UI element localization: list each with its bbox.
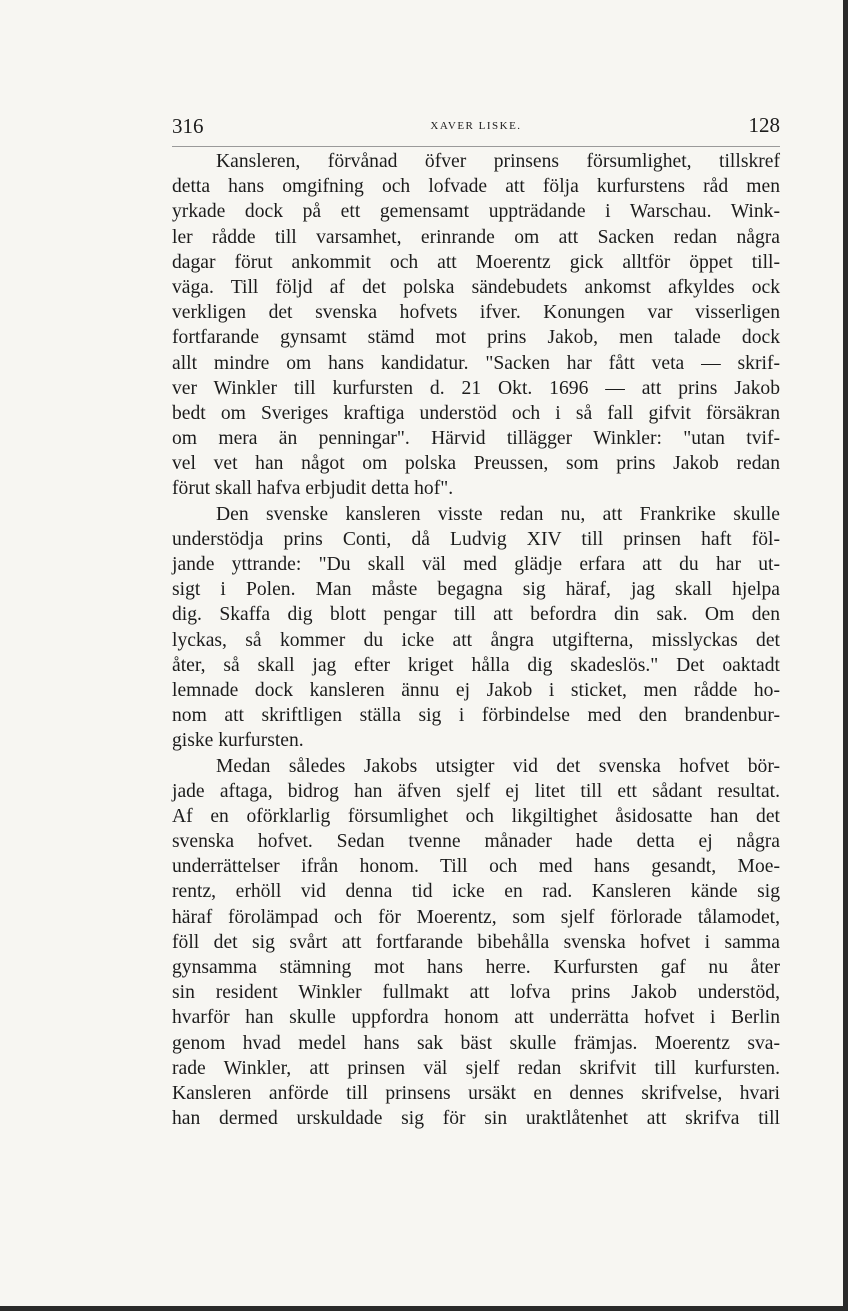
text-line: dig. Skaffa dig blott pengar till att befordra din sak. Om den xyxy=(172,604,780,626)
scan-edge-bottom xyxy=(0,1306,848,1311)
text-line: åter, så skall jag efter kriget hålla dig skadeslös." Det oaktadt xyxy=(172,654,780,676)
sheet-number: 128 xyxy=(748,113,780,137)
text-line: dagar förut ankommit och att Moerentz gick alltför öppet till- xyxy=(172,251,780,273)
text-line: Kansleren, förvånad öfver prinsens försumlighet, tillskref xyxy=(216,151,780,172)
text-line: allt mindre om hans kandidatur. "Sacken har fått veta — skrif- xyxy=(172,352,780,374)
text-line: häraf förolämpad och för Moerentz, som sjelf förlorade tålamodet, xyxy=(172,906,780,928)
text-line: verkligen det svenska hofvets ifver. Konungen var visserligen xyxy=(172,302,780,324)
text-line: sin resident Winkler fullmakt att lofva prins Jakob understöd, xyxy=(172,982,780,1004)
text-line: väga. Till följd af det polska sändebudets ankomst afkyldes ock xyxy=(172,276,780,298)
scan-edge-right xyxy=(843,0,848,1311)
text-line: lyckas, så kommer du icke att ångra utgifterna, misslyckas det xyxy=(172,629,780,651)
text-line: giske kurfursten. xyxy=(172,730,304,752)
text-line: hvarför han skulle uppfordra honom att underrätta hofvet i Berlin xyxy=(172,1007,780,1029)
page-number: 316 xyxy=(172,114,204,138)
text-line: understödja prins Conti, då Ludvig XIV till prinsen haft föl- xyxy=(172,528,780,550)
text-line: yrkade dock på ett gemensamt uppträdande i Warschau. Wink- xyxy=(172,201,780,223)
text-line: ler rådde till varsamhet, erinrande om att Sacken redan några xyxy=(172,226,780,248)
running-head-author: XAVER LISKE. xyxy=(430,120,522,132)
text-line: ver Winkler till kurfursten d. 21 Okt. 1696 — att prins Jakob xyxy=(172,377,780,399)
text-line: lemnade dock kansleren ännu ej Jakob i sticket, men rådde ho- xyxy=(172,679,780,701)
text-line: rade Winkler, att prinsen väl sjelf redan skrifvit till kurfursten. xyxy=(172,1057,780,1079)
text-line: vel vet han något om polska Preussen, som prins Jakob redan xyxy=(172,453,780,475)
text-line: han dermed urskuldade sig för sin uraktlåtenhet att skrifva till xyxy=(172,1108,780,1130)
text-line: jade aftaga, bidrog han äfven sjelf ej litet till ett sådant resultat. xyxy=(172,780,780,802)
text-line: om mera än penningar". Härvid tillägger Winkler: "utan tvif- xyxy=(172,428,780,450)
text-line: underrättelser ifrån honom. Till och med hans gesandt, Moe- xyxy=(172,856,780,878)
text-line: Af en oförklarlig försumlighet och likgiltighet åsidosatte han det xyxy=(172,805,780,827)
text-line: Kansleren anförde till prinsens ursäkt en dennes skrifvelse, hvari xyxy=(172,1082,780,1104)
paragraph xyxy=(172,754,780,1132)
text-line: genom hvad medel hans sak bäst skulle främjas. Moerentz sva- xyxy=(172,1032,780,1054)
text-line: Medan således Jakobs utsigter vid det svenska hofvet bör- xyxy=(216,755,780,777)
text-line: gynsamma stämning mot hans herre. Kurfursten gaf nu åter xyxy=(172,957,780,978)
text-line: nom att skriftligen ställa sig i förbindelse med den brandenbur- xyxy=(172,705,780,727)
header-rule xyxy=(172,146,780,147)
text-line: sigt i Polen. Man måste begagna sig häraf, jag skall hjelpa xyxy=(172,579,780,601)
text-line: jande yttrande: "Du skall väl med glädje erfara att du har ut- xyxy=(172,554,780,575)
text-line: förut skall hafva erbjudit detta hof". xyxy=(172,478,454,500)
text-line: föll det sig svårt att fortfarande bibehålla svenska hofvet i samma xyxy=(172,931,780,953)
paragraph xyxy=(172,502,780,754)
text-line: rentz, erhöll vid denna tid icke en rad. Kansleren kände sig xyxy=(172,881,780,903)
book-page xyxy=(172,110,780,1131)
text-line: Den svenske kansleren visste redan nu, att Frankrike skulle xyxy=(216,503,780,525)
text-line: svenska hofvet. Sedan tvenne månader hade detta ej några xyxy=(172,831,780,853)
text-line: bedt om Sveriges kraftiga understöd och i så fall gifvit försäkran xyxy=(172,402,780,424)
running-head xyxy=(172,110,780,140)
body-text xyxy=(172,149,780,1131)
paragraph xyxy=(172,149,780,502)
text-line: detta hans omgifning och lofvade att följa kurfurstens råd men xyxy=(172,176,780,198)
text-line: fortfarande gynsamt stämd mot prins Jakob, men talade dock xyxy=(172,327,780,349)
